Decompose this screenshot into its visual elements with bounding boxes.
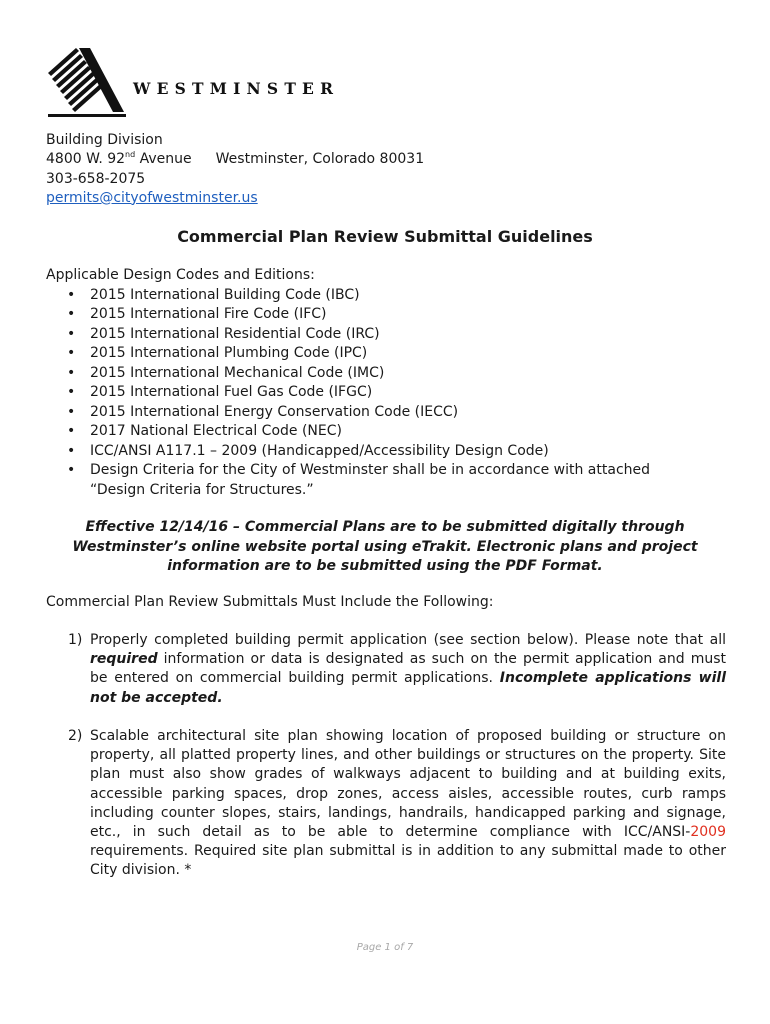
item-text: Scalable architectural site plan showing location of proposed building or structure on property, all platted property lines, and other buildings or structures on the property. Site plan must also show grades of walkways adjacent to building and at building exits, accessible parking spaces, drop zones, access aisles, accessible routes, curb ramps including counter slopes, stairs, landings, handrails, handicapped parking and signage, etc., in such detail as to be able to determine compliance with ICC/ANSI-2009 requirements. Required site plan submittal is in addition to any submittal made to other City division. * (90, 728, 726, 879)
email-link[interactable]: permits@cityofwestminster.us (46, 189, 258, 206)
list-item: • 2015 International Building Code (IBC) (46, 286, 706, 306)
submittals-intro: Commercial Plan Review Submittals Must Include the Following: (46, 594, 494, 610)
page-number: Page 1 of 7 (356, 942, 414, 953)
notice-line: Effective 12/14/16 – Commercial Plans are to be submitted digitally through (85, 519, 685, 535)
street-address (46, 150, 424, 169)
list-item: • ICC/ANSI A117.1 – 2009 (Handicapped/Accessibility Design Code) (46, 442, 706, 462)
codes-list (46, 286, 706, 501)
item-number: 2) (68, 728, 83, 744)
street-name: Avenue (135, 151, 192, 168)
item-text: Properly completed building permit application (see section below). Please note that all required information or data is designated as such on the permit application and must be entered on commercial building permit applications. Incomplete applications will not be accepted. (90, 632, 726, 706)
address-block (46, 131, 424, 208)
digital-submittal-notice (40, 518, 730, 577)
required-emphasis: required (90, 651, 158, 668)
city-state-zip: Westminster, Colorado 80031 (215, 151, 425, 168)
design-codes-section (46, 266, 706, 500)
ordinal-suffix: nd (125, 150, 136, 160)
notice-line: information are to be submitted using the PDF Format. (167, 558, 603, 574)
list-item: • 2015 International Mechanical Code (IMC) (46, 364, 706, 384)
phone-number: 303-658-2075 (46, 170, 146, 187)
document-title: Commercial Plan Review Submittal Guidelines (177, 227, 593, 246)
list-item: • 2015 International Energy Conservation Code (IECC) (46, 403, 706, 423)
list-item: • 2015 International Residential Code (IRC) (46, 325, 706, 345)
list-item: • Design Criteria for the City of Westminster shall be in accordance with attached “Design Criteria for Structures.” (46, 461, 706, 500)
submittal-item-1 (46, 631, 726, 708)
notice-line: Westminster’s online website portal using eTrakit. Electronic plans and project (72, 538, 698, 555)
westminster-logo (46, 44, 346, 119)
incomplete-warning: Incomplete applications will not be accepted. (90, 670, 726, 706)
list-item: • 2015 International Plumbing Code (IPC) (46, 344, 706, 364)
item-number: 1) (68, 632, 83, 648)
list-item: • 2015 International Fire Code (IFC) (46, 305, 706, 325)
logo-wordmark: WESTMINSTER (133, 79, 340, 98)
submittal-item-2 (46, 727, 726, 881)
codes-intro: Applicable Design Codes and Editions: (46, 267, 315, 283)
list-item: • 2017 National Electrical Code (NEC) (46, 422, 706, 442)
code-year: 2009 (690, 824, 726, 841)
street-number: 4800 W. 92 (46, 151, 126, 168)
westminster-logo-icon (46, 44, 126, 119)
list-item: • 2015 International Fuel Gas Code (IFGC) (46, 383, 706, 403)
division-name: Building Division (46, 132, 163, 148)
